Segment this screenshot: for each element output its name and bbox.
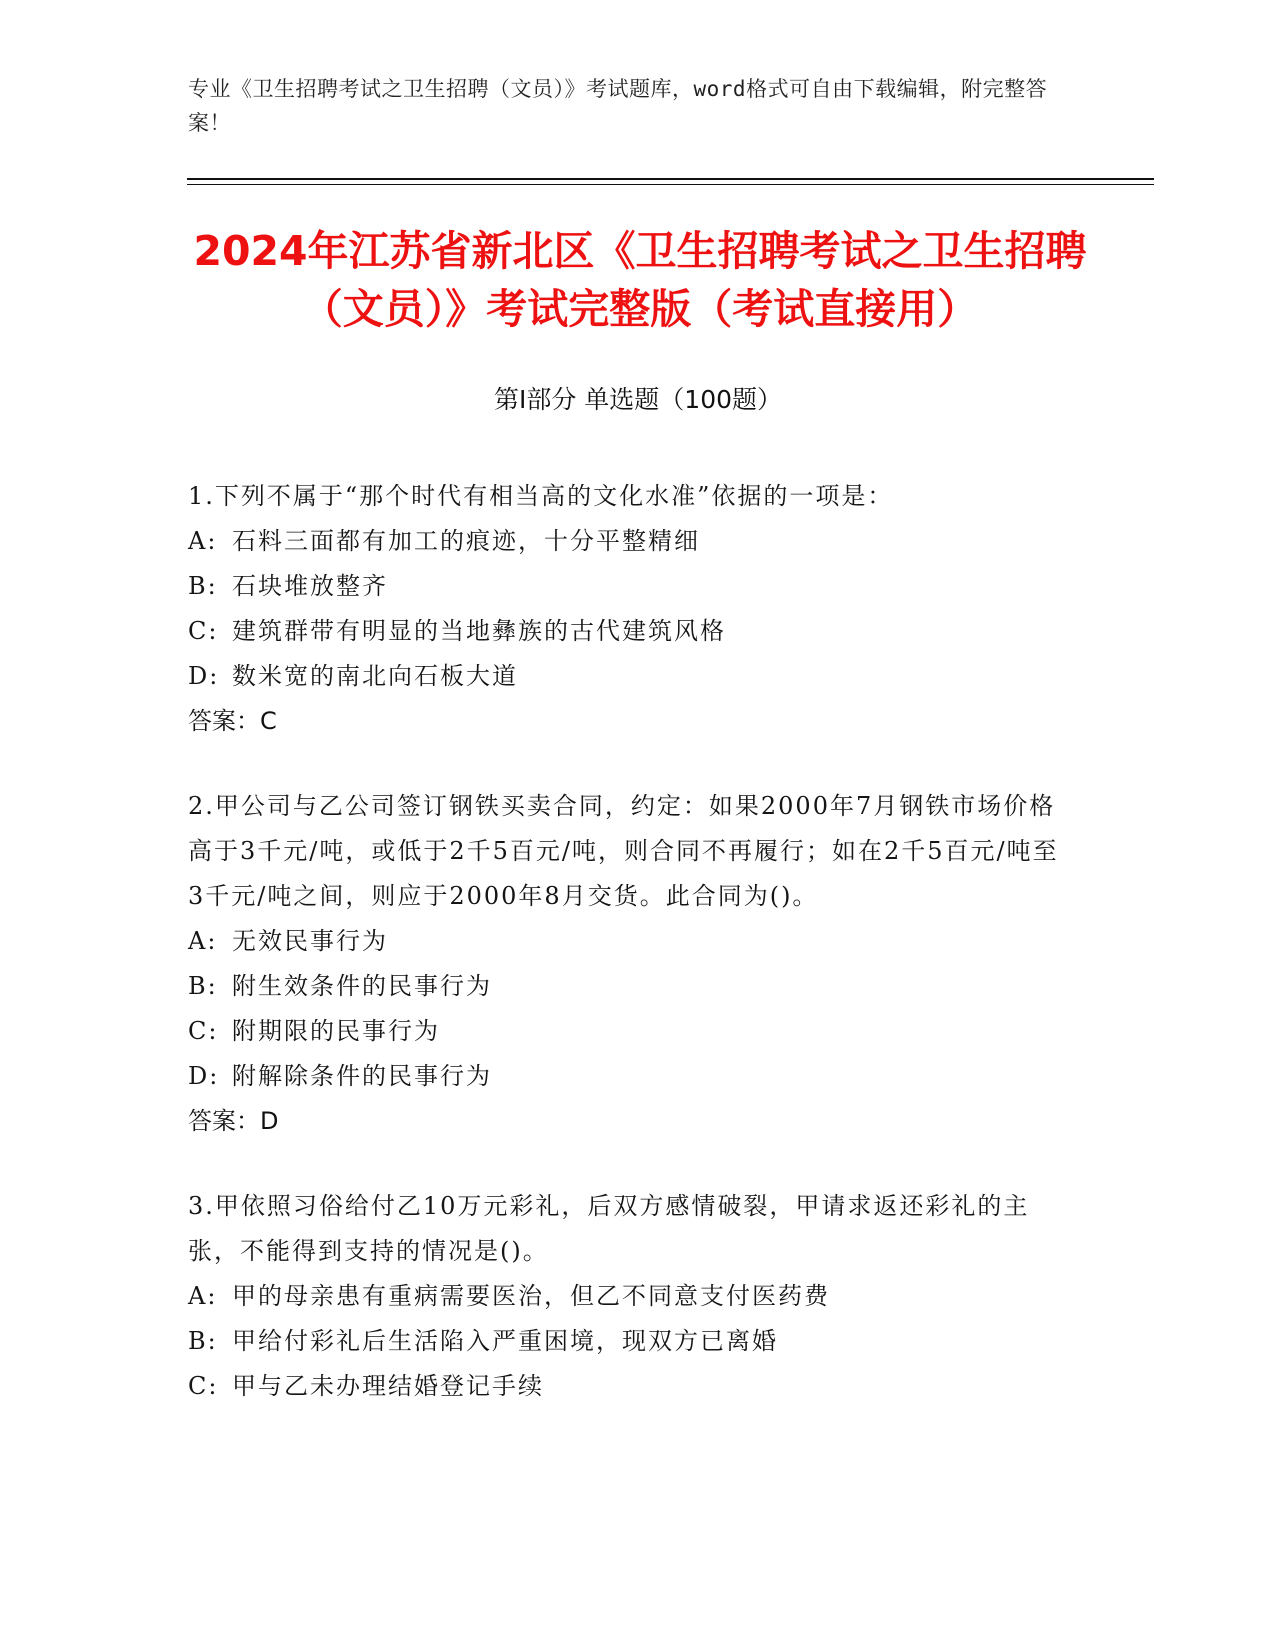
section-title: 第Ⅰ部分 单选题（100题） — [493, 385, 783, 414]
answer: 答案：C — [188, 707, 277, 735]
option-b — [188, 1319, 1068, 1364]
option-letter: D: — [188, 1062, 220, 1090]
option-letter: C: — [188, 1017, 219, 1045]
option-letter: B: — [188, 572, 218, 600]
option-text: 甲与乙未办理结婚登记手续 — [232, 1372, 544, 1400]
answer: 答案：D — [188, 1107, 279, 1135]
option-a — [188, 919, 1068, 964]
option-letter: B: — [188, 972, 218, 1000]
question-3 — [188, 1184, 1068, 1409]
option-text: 附生效条件的民事行为 — [232, 972, 492, 1000]
option-text: 附期限的民事行为 — [232, 1017, 440, 1045]
option-letter: C: — [188, 617, 219, 645]
header-rule-thin — [187, 184, 1154, 185]
question-2 — [188, 784, 1068, 1144]
question-stem: 2.甲公司与乙公司签订钢铁买卖合同，约定：如果2000年7月钢铁市场价格高于3千元/吨，或低于2千5百元/吨，则合同不再履行；如在2千5百元/吨至3千元/吨之间，则应于2000年8月交货。此合同为()。 — [188, 792, 1059, 910]
option-letter: B: — [188, 1327, 218, 1355]
option-letter: A: — [188, 527, 218, 555]
header-note: 专业《卫生招聘考试之卫生招聘（文员）》考试题库，word格式可自由下载编辑，附完整答案！ — [188, 77, 1048, 135]
option-letter: A: — [188, 1282, 218, 1310]
question-list — [188, 474, 1068, 1409]
option-text: 无效民事行为 — [232, 927, 388, 955]
option-text: 数米宽的南北向石板大道 — [232, 662, 518, 690]
option-a — [188, 1274, 1068, 1319]
option-text: 石块堆放整齐 — [232, 572, 388, 600]
option-letter: D: — [188, 662, 220, 690]
option-letter: C: — [188, 1372, 219, 1400]
option-d — [188, 1054, 1068, 1099]
option-c — [188, 1364, 1068, 1409]
option-text: 附解除条件的民事行为 — [232, 1062, 492, 1090]
option-b — [188, 964, 1068, 1009]
option-text: 石料三面都有加工的痕迹，十分平整精细 — [232, 527, 700, 555]
option-text: 甲的母亲患有重病需要医治，但乙不同意支付医药费 — [232, 1282, 830, 1310]
option-text: 建筑群带有明显的当地彝族的古代建筑风格 — [232, 617, 726, 645]
document-title: 2024年江苏省新北区《卫生招聘考试之卫生招聘（文员）》考试完整版（考试直接用） — [193, 227, 1087, 333]
option-text: 甲给付彩礼后生活陷入严重困境，现双方已离婚 — [232, 1327, 778, 1355]
question-stem: 3.甲依照习俗给付乙10万元彩礼，后双方感情破裂，甲请求返还彩礼的主张，不能得到支持的情况是()。 — [188, 1192, 1030, 1265]
option-c — [188, 609, 1068, 654]
option-c — [188, 1009, 1068, 1054]
question-stem: 1.下列不属于“那个时代有相当高的文化水准”依据的一项是： — [188, 482, 894, 510]
option-b — [188, 564, 1068, 609]
question-1 — [188, 474, 1068, 744]
header-rule-thick — [187, 178, 1154, 180]
option-d — [188, 654, 1068, 699]
option-a — [188, 519, 1068, 564]
option-letter: A: — [188, 927, 218, 955]
